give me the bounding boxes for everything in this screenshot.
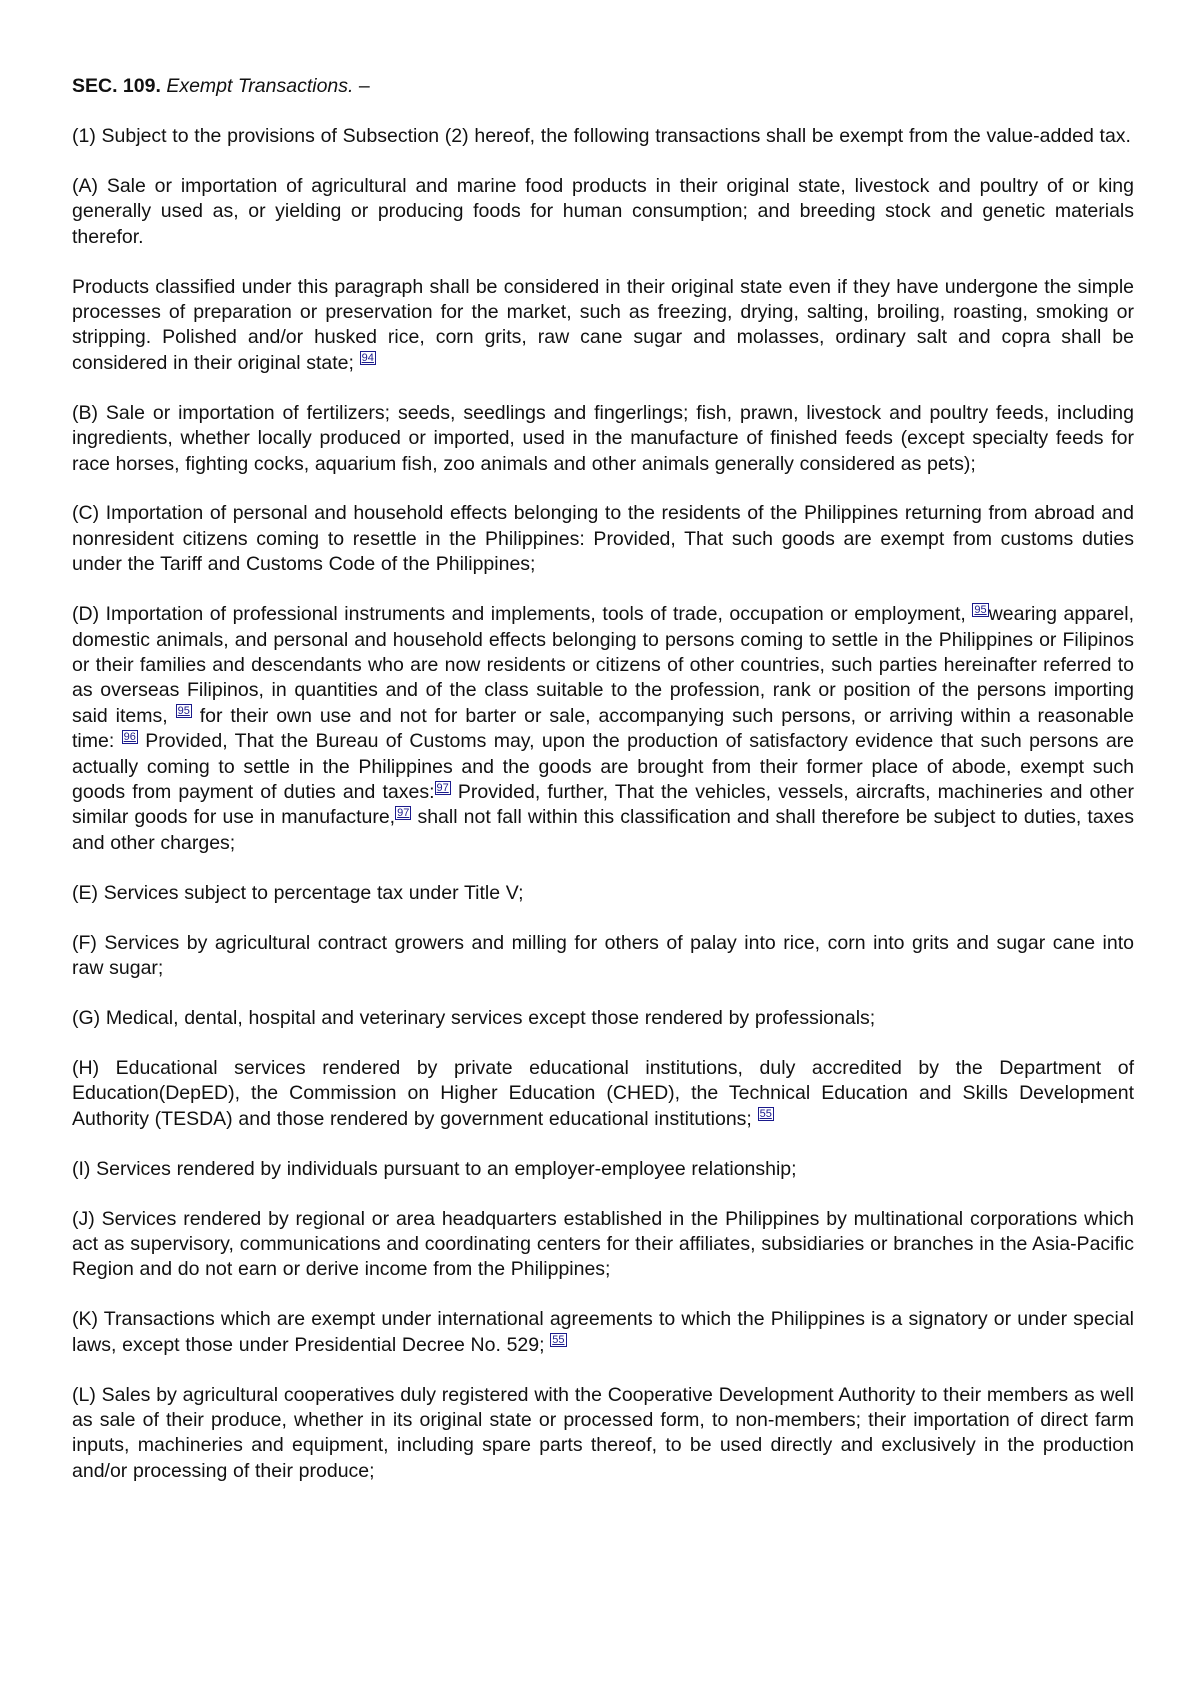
item-a-note: [72, 275, 1134, 377]
footnote-link[interactable]: 95: [177, 705, 190, 718]
item-e: (E) Services subject to percentage tax under Title V;: [72, 881, 524, 904]
footnote-link[interactable]: 94: [361, 352, 374, 365]
intro-paragraph: (1) Subject to the provisions of Subsection (2) hereof, the following transactions shall be exempt from the value-added tax.: [72, 125, 1131, 147]
item-d: [72, 602, 1134, 856]
document-page: [72, 73, 1134, 1509]
footnote-link[interactable]: 55: [552, 1334, 565, 1347]
item-j: (J) Services rendered by regional or area headquarters established in the Philippines by multinational corporations which act as supervisory, communications and coordinating centers for their affiliates, subsidiaries or branches in the Asia-Pacific Region and do not earn or derive income from the Philippines;: [72, 1207, 1134, 1281]
footnote-link[interactable]: 97: [397, 806, 410, 819]
footnote-link[interactable]: 55: [759, 1108, 772, 1121]
item-d-text-1: (D) Importation of professional instruments and implements, tools of trade, occupation or employment,: [72, 603, 973, 626]
item-d-text-6: shall not fall within this classification and shall therefore be subject to duties, taxes and other charges;: [72, 806, 1135, 854]
item-l: (L) Sales by agricultural cooperatives duly registered with the Cooperative Development Authority to their members as well as sale of their produce, whether in its original state or processed form, to non-members; their importation of direct farm inputs, machineries and equipment, including spare parts thereof, to be used directly and exclusively in the production and/or processing of their produce;: [72, 1383, 1134, 1482]
section-dash: –: [353, 75, 370, 97]
section-title: Exempt Transactions.: [166, 75, 354, 97]
section-number: SEC. 109.: [72, 75, 161, 97]
item-a-note-text: Products classified under this paragraph shall be considered in their original state even if they have undergone the simple processes of preparation or preservation for the market, such as freezing, drying, salting, broiling, roasting, smoking or stripping. Polished and/or husked rice, corn grits, raw cane sugar and molasses, ordinary salt and copra shall be considered in their original state;: [72, 275, 1134, 374]
item-h: [72, 1056, 1134, 1132]
footnote-link[interactable]: 95: [974, 603, 987, 616]
section-heading: [72, 73, 1134, 99]
item-a: (A) Sale or importation of agricultural and marine food products in their original state, livestock and poultry of or king generally used as, or yielding or producing foods for human consumption; and breeding stock and genetic materials therefor.: [72, 174, 1134, 248]
item-d-text-2: wearing apparel, domestic animals, and personal and household effects belonging to persons coming to settle in the Philippines or Filipinos or their families and descendants who are now residents or citizens of other countries, such parties hereinafter referred to as overseas Filipinos, in quantities and of the class suitable to the profession, rank or position of the persons importing said items,: [72, 603, 1134, 727]
item-d-text-4: Provided, That the Bureau of Customs may, upon the production of satisfactory evidence that such persons are actually coming to settle in the Philippines and the goods are brought from their former place of abode, exempt such goods from payment of duties and taxes:: [72, 730, 1135, 804]
item-k-text: (K) Transactions which are exempt under international agreements to which the Philippines is a signatory or under special laws, except those under Presidential Decree No. 529;: [72, 1308, 1134, 1356]
item-f: (F) Services by agricultural contract growers and milling for others of palay into rice, corn into grits and sugar cane into raw sugar;: [72, 931, 1134, 980]
item-g: (G) Medical, dental, hospital and veterinary services except those rendered by professionals;: [72, 1006, 876, 1029]
item-c: (C) Importation of personal and household effects belonging to the residents of the Philippines returning from abroad and nonresident citizens coming to resettle in the Philippines: Provided, That such goods are exempt from customs duties under the Tariff and Customs Code of the Philippines;: [72, 502, 1134, 576]
item-d-text-5: Provided, further, That the vehicles, vessels, aircrafts, machineries and other similar goods for use in manufacture,: [72, 781, 1134, 829]
item-d-text-3: for their own use and not for barter or sale, accompanying such persons, or arriving within a reasonable time:: [72, 704, 1134, 753]
footnote-link[interactable]: 96: [123, 730, 136, 743]
item-h-text: (H) Educational services rendered by private educational institutions, duly accredited by the Department of Education(DepED), the Commission on Higher Education (CHED), the Technical Education and Skills Development Authority (TESDA) and those rendered by government educational institutions;: [72, 1056, 1134, 1130]
item-i: (I) Services rendered by individuals pursuant to an employer-employee relationship;: [72, 1157, 797, 1180]
item-k: [72, 1307, 1134, 1358]
item-b: (B) Sale or importation of fertilizers; seeds, seedlings and fingerlings; fish, prawn, livestock and poultry feeds, including ingredients, whether locally produced or imported, used in the manufacture of finished feeds (except specialty feeds for race horses, fighting cocks, aquarium fish, zoo animals and other animals generally considered as pets);: [72, 401, 1134, 475]
footnote-link[interactable]: 97: [436, 781, 449, 794]
